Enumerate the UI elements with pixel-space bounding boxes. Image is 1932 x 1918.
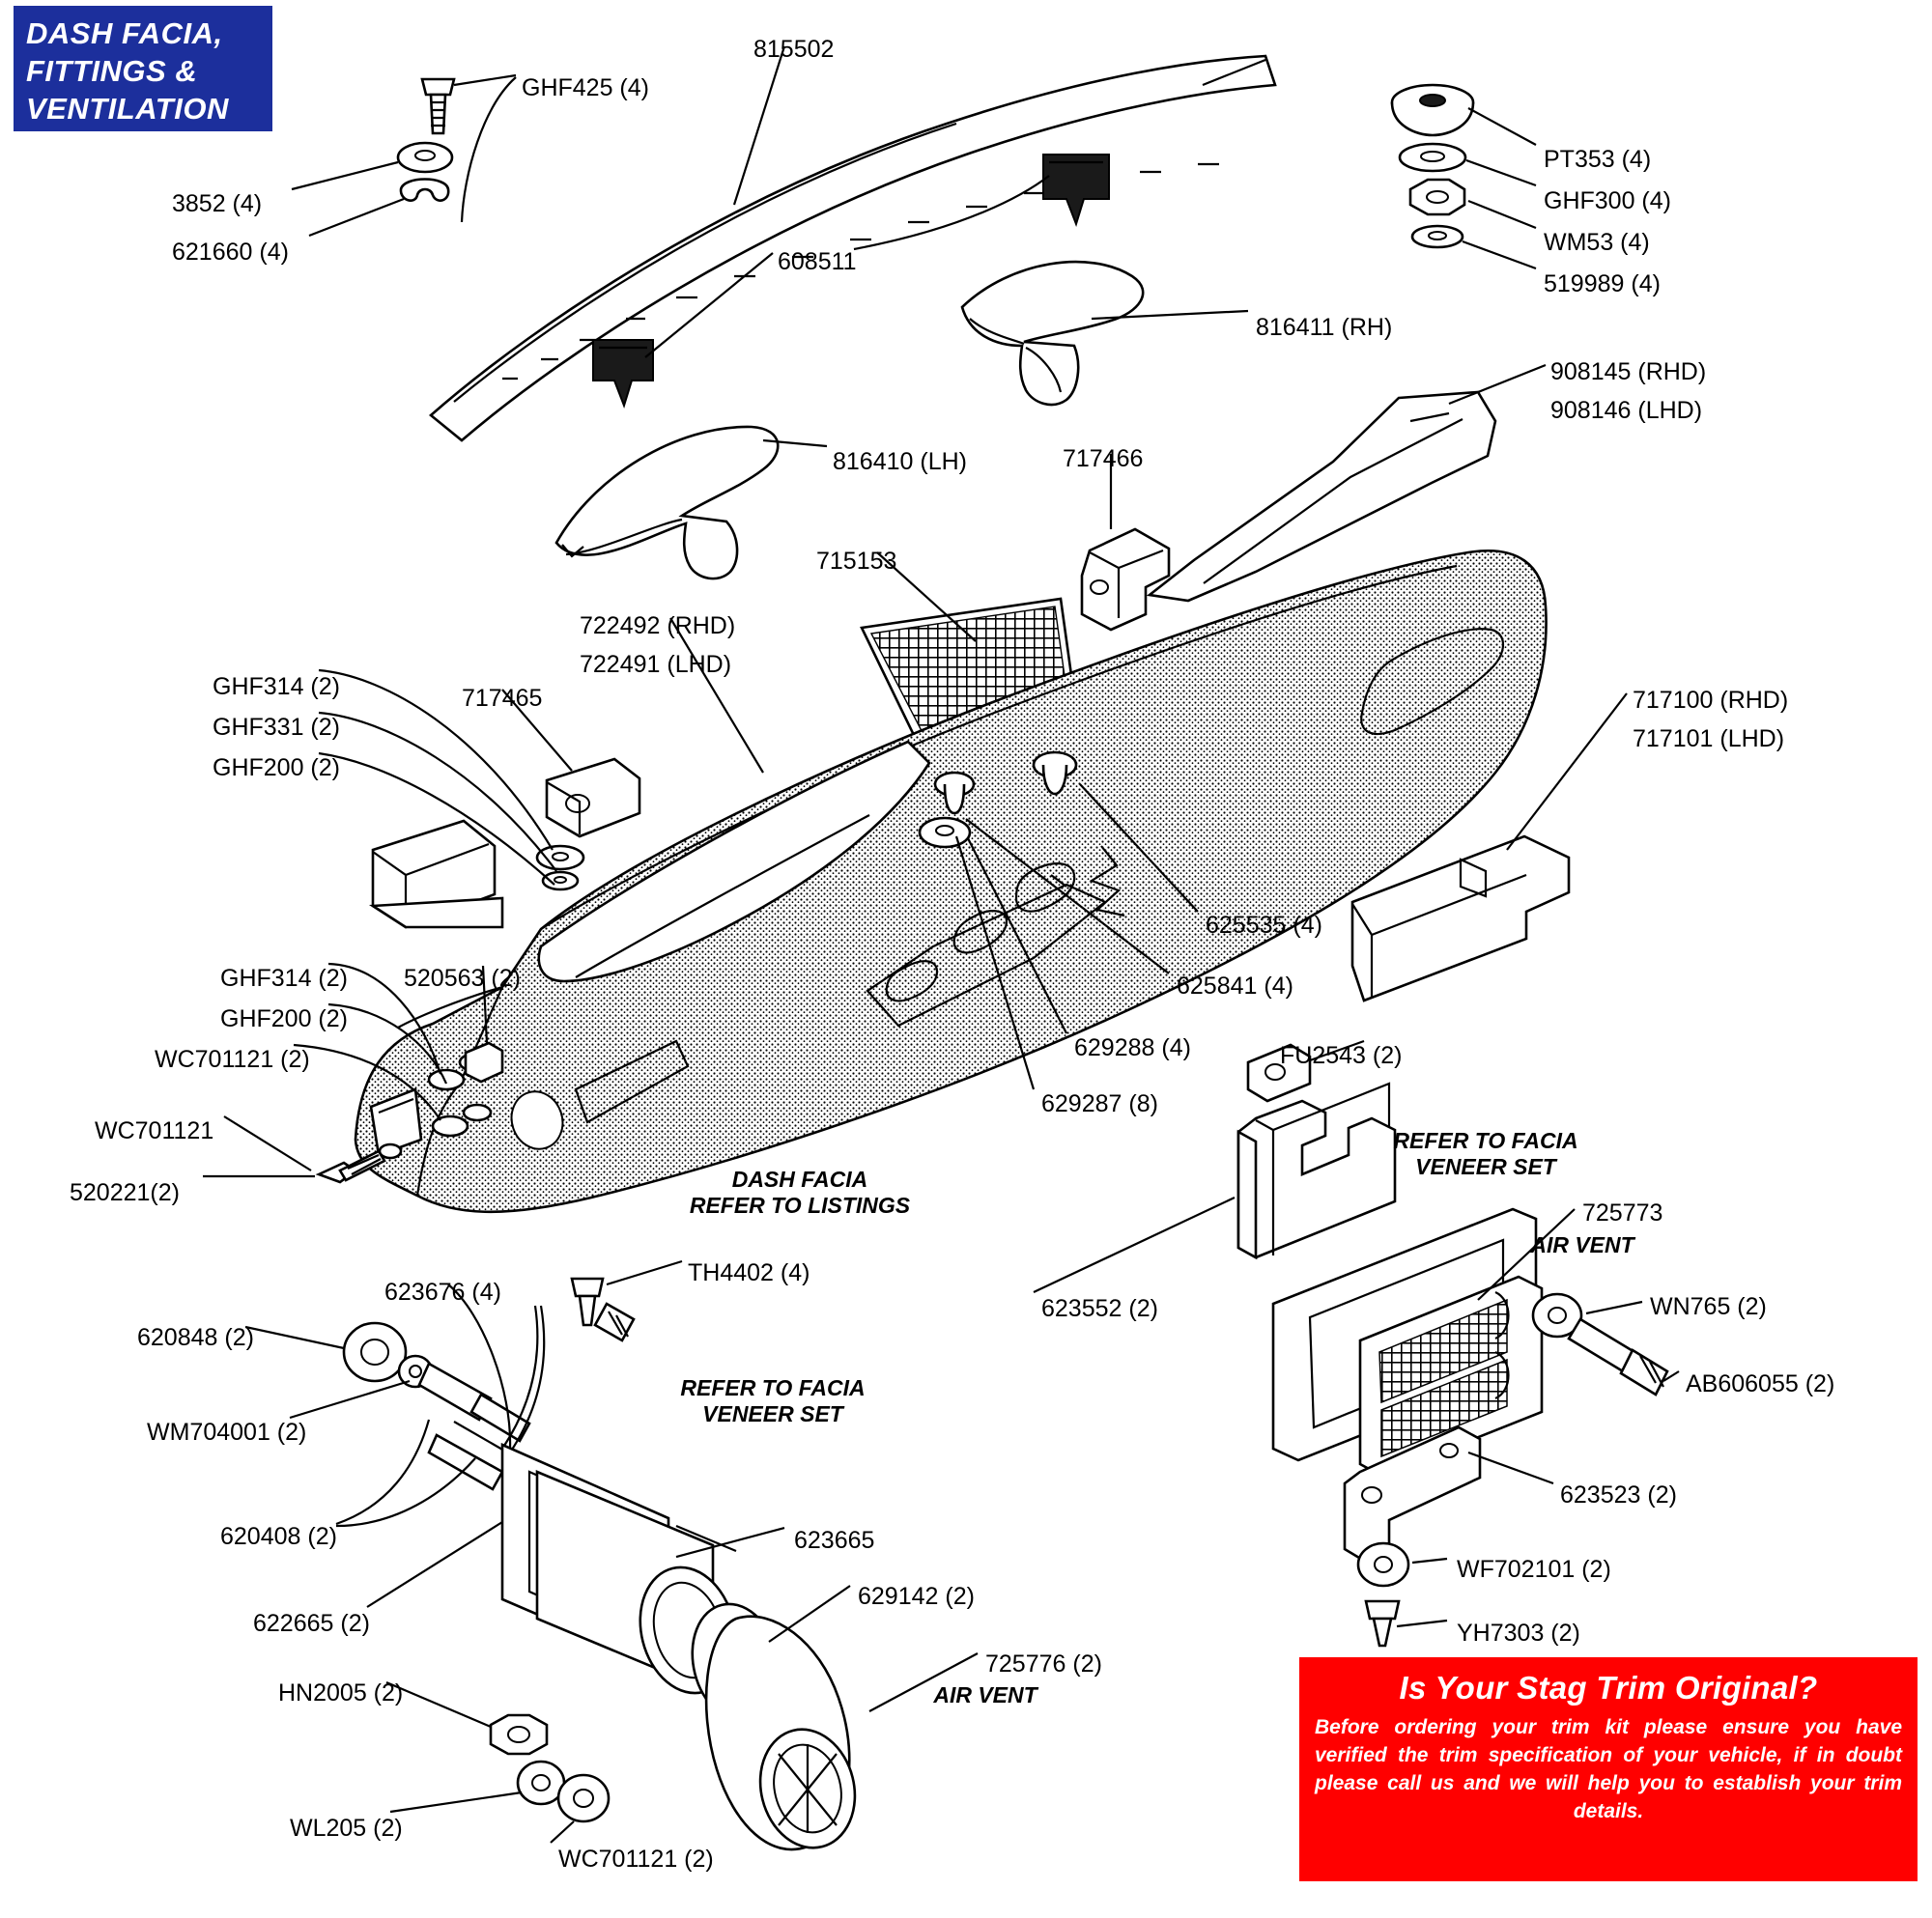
note-line: VENEER SET bbox=[1415, 1154, 1556, 1179]
part-label-625535-4: 625535 (4) bbox=[1206, 912, 1322, 939]
part-label-722492-rhd: 722492 (RHD) bbox=[580, 612, 736, 639]
part-label-wf702101-2: WF702101 (2) bbox=[1457, 1556, 1611, 1583]
part-label-816411-rh: 816411 (RH) bbox=[1256, 314, 1393, 341]
part-label-816410-lh: 816410 (LH) bbox=[833, 448, 967, 475]
note-line: DASH FACIA bbox=[731, 1167, 868, 1192]
note-line: AIR VENT bbox=[933, 1682, 1037, 1707]
title-line-3: VENTILATION bbox=[26, 92, 229, 126]
part-label-ghf300-4: GHF300 (4) bbox=[1544, 187, 1671, 214]
note-line: VENEER SET bbox=[702, 1401, 843, 1426]
part-pt353-grommet bbox=[1392, 85, 1473, 135]
part-hn2005-nut bbox=[491, 1715, 547, 1754]
trim-notice-box bbox=[1299, 1657, 1918, 1881]
part-fu2543-bracket bbox=[1238, 1084, 1395, 1257]
part-label-629142-2: 629142 (2) bbox=[858, 1583, 975, 1610]
note-n-airvent1 bbox=[1530, 1232, 1634, 1258]
part-wf702101-washer bbox=[1358, 1543, 1408, 1586]
trim-notice-body: Before ordering your trim kit please ensure you have verified the trim specification of your vehicle, if in doubt please call us and we will help you to establish your trim details. bbox=[1315, 1716, 1902, 1822]
note-line: AIR VENT bbox=[1530, 1232, 1634, 1257]
part-label-715153: 715153 bbox=[816, 548, 897, 575]
part-label-fu2543-2: FU2543 (2) bbox=[1280, 1042, 1403, 1069]
trim-notice-heading: Is Your Stag Trim Original? bbox=[1399, 1670, 1818, 1706]
part-ab606055-bolt bbox=[1569, 1319, 1667, 1395]
part-620848-knob bbox=[344, 1323, 406, 1381]
note-line: REFER TO LISTINGS bbox=[689, 1193, 911, 1218]
part-label-717100-rhd: 717100 (RHD) bbox=[1633, 687, 1789, 714]
part-label-608511: 608511 bbox=[778, 248, 857, 275]
part-wm53-nut bbox=[1410, 180, 1464, 214]
part-label-717101-lhd: 717101 (LHD) bbox=[1633, 725, 1785, 752]
part-label-th4402-4: TH4402 (4) bbox=[688, 1259, 810, 1286]
part-717466-bracket bbox=[1082, 529, 1169, 630]
part-wc701121-washer-lower bbox=[558, 1775, 609, 1821]
part-left-end-panel bbox=[373, 821, 502, 927]
note-n-airvent2 bbox=[933, 1682, 1037, 1708]
part-ghf425-screw bbox=[422, 79, 454, 133]
part-label-wc701121-2: WC701121 (2) bbox=[558, 1846, 714, 1873]
note-n-veneer1 bbox=[1393, 1128, 1577, 1180]
part-label-520563-2: 520563 (2) bbox=[404, 965, 521, 992]
part-label-623523-2: 623523 (2) bbox=[1560, 1481, 1677, 1509]
part-label-wm53-4: WM53 (4) bbox=[1544, 229, 1650, 256]
part-label-ghf200-2: GHF200 (2) bbox=[220, 1005, 348, 1032]
note-n-dashfacia bbox=[690, 1167, 910, 1219]
part-725776-air-vent-left bbox=[706, 1617, 867, 1858]
part-label-ab606055-2: AB606055 (2) bbox=[1686, 1370, 1835, 1397]
part-label-722491-lhd: 722491 (LHD) bbox=[580, 651, 732, 678]
part-label-620408-2: 620408 (2) bbox=[220, 1523, 337, 1550]
part-label-ghf314-2: GHF314 (2) bbox=[220, 965, 348, 992]
part-621660-clip bbox=[401, 180, 448, 201]
part-label-520221-2: 520221(2) bbox=[70, 1179, 180, 1206]
part-label-717466: 717466 bbox=[1063, 445, 1144, 472]
part-519989-washer bbox=[1412, 226, 1463, 247]
part-label-908145-rhd: 908145 (RHD) bbox=[1550, 358, 1707, 385]
part-label-717465: 717465 bbox=[462, 685, 543, 712]
title-line-2: FITTINGS & bbox=[26, 54, 198, 88]
part-3852-washer bbox=[398, 143, 452, 172]
part-label-wl205-2: WL205 (2) bbox=[290, 1815, 403, 1842]
part-label-621660-4: 621660 (4) bbox=[172, 239, 289, 266]
note-line: REFER TO FACIA bbox=[1393, 1128, 1578, 1153]
part-label-ghf200-2: GHF200 (2) bbox=[213, 754, 340, 781]
part-label-wc701121: WC701121 bbox=[95, 1117, 214, 1144]
part-label-725776-2: 725776 (2) bbox=[985, 1650, 1102, 1678]
part-label-620848-2: 620848 (2) bbox=[137, 1324, 254, 1351]
title-line-1: DASH FACIA, bbox=[26, 16, 223, 50]
part-label-ghf314-2: GHF314 (2) bbox=[213, 673, 340, 700]
part-label-725773: 725773 bbox=[1582, 1199, 1663, 1227]
part-label-623552-2: 623552 (2) bbox=[1041, 1295, 1158, 1322]
note-n-veneer2 bbox=[680, 1375, 865, 1427]
part-label-wc701121-2: WC701121 (2) bbox=[155, 1046, 310, 1073]
title-block bbox=[14, 6, 272, 131]
part-label-pt353-4: PT353 (4) bbox=[1544, 146, 1652, 173]
part-label-625841-4: 625841 (4) bbox=[1177, 973, 1293, 1000]
part-label-629288-4: 629288 (4) bbox=[1074, 1034, 1191, 1061]
part-608511-clip-right bbox=[1043, 155, 1109, 224]
part-label-ghf331-2: GHF331 (2) bbox=[213, 714, 340, 741]
part-label-yh7303-2: YH7303 (2) bbox=[1457, 1620, 1580, 1647]
part-label-wn765-2: WN765 (2) bbox=[1650, 1293, 1767, 1320]
part-ghf-washer-stack-upper bbox=[537, 846, 583, 889]
part-label-629287-8: 629287 (8) bbox=[1041, 1090, 1158, 1117]
part-608511-clip-left bbox=[593, 340, 653, 406]
part-label-3852-4: 3852 (4) bbox=[172, 190, 263, 217]
part-label-ghf425-4: GHF425 (4) bbox=[522, 74, 649, 101]
part-label-622665-2: 622665 (2) bbox=[253, 1610, 370, 1637]
part-label-623676-4: 623676 (4) bbox=[384, 1279, 501, 1306]
part-ghf300-washer bbox=[1400, 144, 1465, 171]
part-816410-demister-lh bbox=[556, 427, 778, 578]
part-label-623665: 623665 bbox=[794, 1527, 875, 1554]
part-label-815502: 815502 bbox=[753, 36, 835, 63]
part-label-908146-lhd: 908146 (LHD) bbox=[1550, 397, 1703, 424]
note-line: REFER TO FACIA bbox=[680, 1375, 866, 1400]
part-label-519989-4: 519989 (4) bbox=[1544, 270, 1661, 297]
part-label-wm704001-2: WM704001 (2) bbox=[147, 1419, 307, 1446]
part-717465-bracket bbox=[547, 759, 639, 836]
part-th4402-screw bbox=[572, 1279, 634, 1340]
part-label-hn2005-2: HN2005 (2) bbox=[278, 1679, 404, 1706]
part-yh7303-screw bbox=[1366, 1601, 1399, 1646]
part-816411-demister-rh bbox=[962, 262, 1143, 405]
